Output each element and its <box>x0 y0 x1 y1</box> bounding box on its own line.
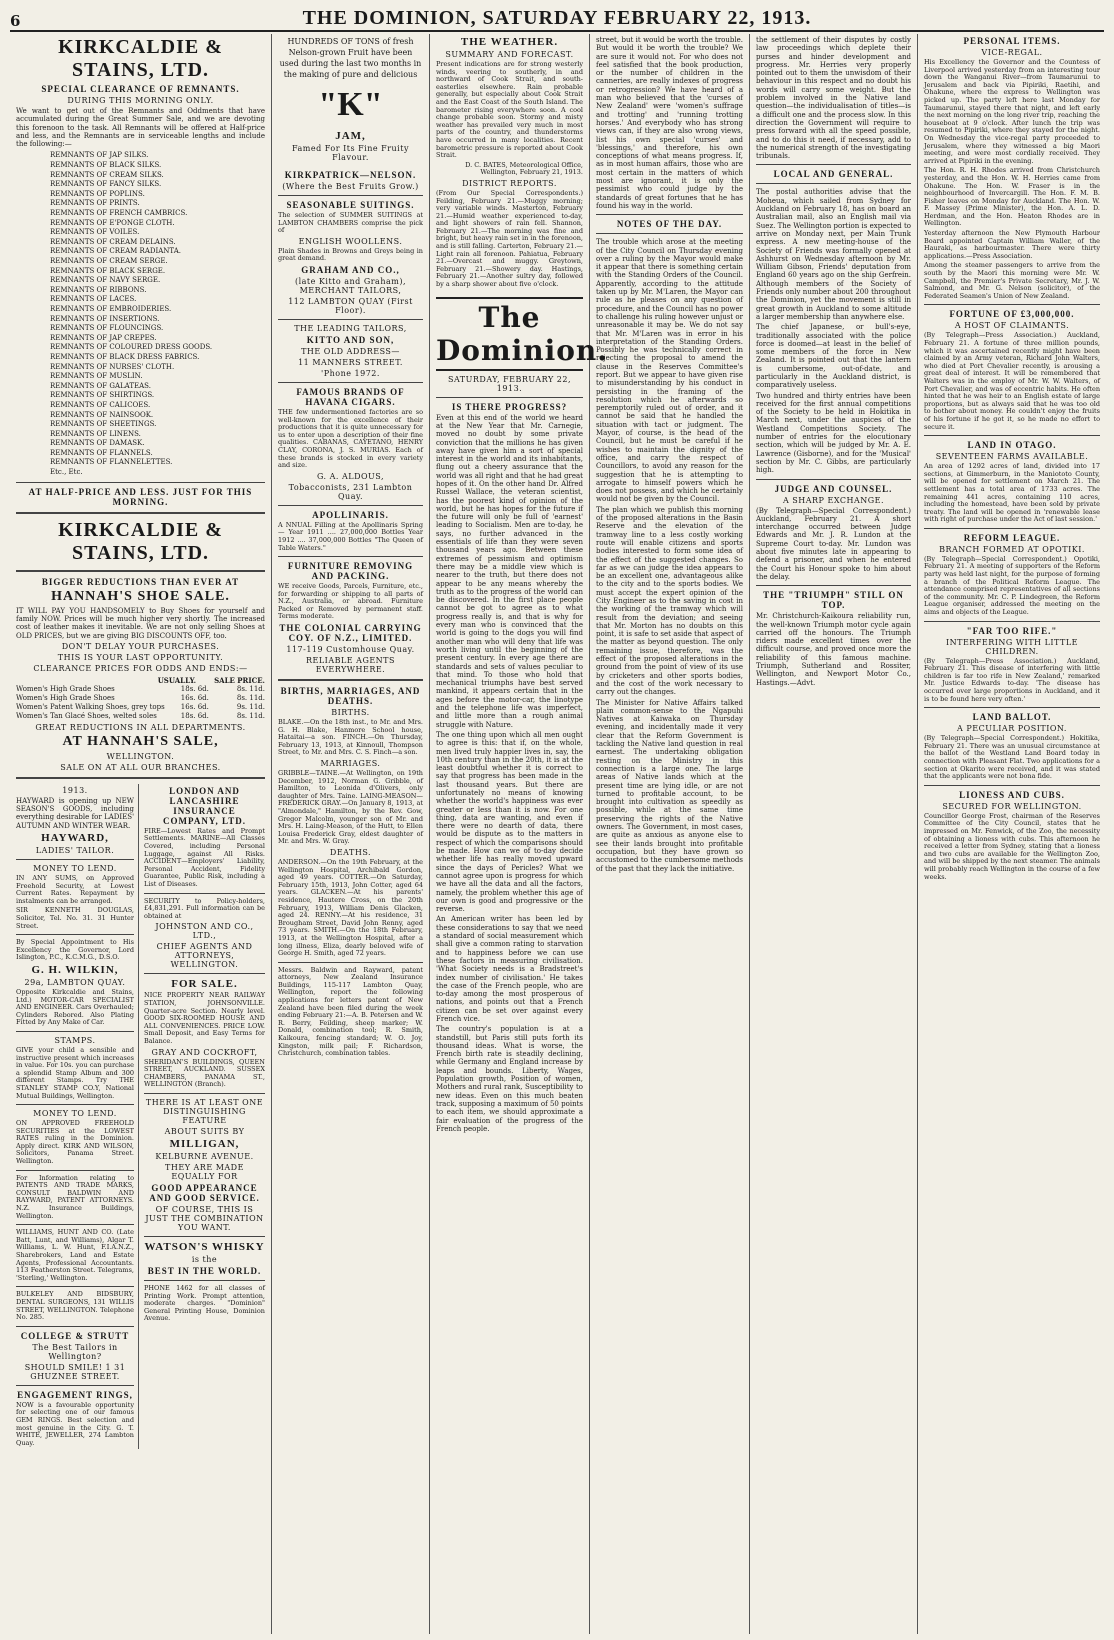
remnant-item: REMNANTS OF VOILES. <box>50 228 140 237</box>
remnant-item: REMNANTS OF CREAM RADIANTA. <box>50 247 181 256</box>
remnant-item: REMNANTS OF NURSES' CLOTH. <box>50 362 175 371</box>
english-woollens: ENGLISH WOOLLENS. <box>298 236 403 246</box>
personal-text-4: Among the steamer passengers to arrive from the south by the Maori this morning were Mr. W. Campbell, the Premier's Private Secretary, Mr. J. W. Salmond, and Mr. G. Nelson (solicitor), of the Federated Seamen's Union of New Zealand. <box>924 261 1100 300</box>
col1-lower <box>16 784 265 1449</box>
remnant-item: REMNANTS OF JAP SILKS. <box>50 151 149 160</box>
weather-sign: D. C. BATES, Meteorological Office, Wellington, February 21, 1913. <box>465 160 583 177</box>
dont-delay: DON'T DELAY YOUR PURCHASES. <box>61 641 220 651</box>
williams-text: WILLIAMS, HUNT AND CO. (Late Batt, Lunt, and Williams), Algar T. Williams, L. W. Hunt, F.I.A.N.Z., Sharebrokers, Land and Estate Agents, Professional Accountants. 113 Featherston Street. Telegrams, 'Sterling,' Wellington. <box>16 1228 134 1282</box>
reform-heading: REFORM LEAGUE. <box>963 532 1061 543</box>
havana-text: THE few undermentioned factories are so well-known for the excellence of their productions that it is quite unnecessary for us to enter upon a description of their fine qualities. CABANAS, CAYETANO, HENRY CLAY, CORONA, J. S. MURIAS. Each of these brands is stocked in every variety and size. <box>278 407 423 470</box>
deaths-heading: DEATHS. <box>329 847 372 857</box>
remnant-item: REMNANTS OF SHEETINGS. <box>50 420 157 429</box>
col1-lower-left <box>16 784 139 1449</box>
weather-sub: SUMMARY AND FORECAST. <box>445 50 574 59</box>
rings-text: NOW is a favourable opportunity for selecting one of our famous GEM RINGS. Best selection and most genuine in the City. G. T. WHITE, JEWELLER, 274 Lambton Quay. <box>16 1400 134 1447</box>
wilkin-appointment: By Special Appointment to His Excellency the Governor, Lord Islington, P.C., K.C.M.G., D.S.O. <box>16 938 134 962</box>
remnant-item: REMNANTS OF E'PONGE CLOTH. <box>50 218 175 227</box>
wilkin-desc: Opposite Kirkcaldie and Stains, Ltd.) MOTOR-CAR SPECIALIST AND ENGINEER. Cars Overhauled; Cylinders Rebored. Also Plating Fitted by Any Make of Car. <box>16 987 134 1027</box>
colonial-address: 117-119 Customhouse Quay. <box>286 645 415 655</box>
money-text: IN ANY SUMS, on Approved Freehold Security, at Lowest Current Rates. Repayment by instalments can be arranged. <box>16 874 134 905</box>
remnant-item: REMNANTS OF NAVY SERGE. <box>50 276 161 285</box>
patents-report: Messrs. Baldwin and Rayward, patent attorneys, New Zealand Insurance Buildings, 115-117 Lambton Quay, Wellington, report the following applications for letters patent of New Zealand have been filed during the week ending February 21:—A. B. Petersen and W. R. Berry, Feilding, sheep marker; W. Donald, combination tool; R. Smith, Kaikoura, fencing standard; W. O. Joy, Kingston, milk pail; F. Richardson, Christchurch, combination tables. <box>278 965 423 1058</box>
fortune-text: (By Telegraph—Press Association.) Auckland, February 21. A fortune of three million pounds, which it was ascertained recently might have been claimed by an Army veteran, Richard John Walters, who died at Port Chevalier recently, is arousing a great deal of interest. It will be remembered that Walters was in the employ of Mr. W. W. Walters, of Port Chevalier, and was of eccentric habits. He often hinted that he was heir to an English estate of large proportions, but as always said that he was too old to bother about money. He couldn't enjoy the fruits of his fortune if he got it, so he made no effort to secure it. <box>924 331 1100 431</box>
shoe-sale-text: IT WILL PAY YOU HANDSOMELY to Buy Shoes for yourself and family NOW. Prices will be much higher very shortly. The increased cost of leather makes it inevitable. We are not only selling Shoes at OLD PRICES, but we are giving BIG DISCOUNTS OFF, too. <box>16 606 265 640</box>
far-sub: INTERFERING WITH LITTLE CHILDREN. <box>945 637 1079 656</box>
good-appearance: GOOD APPEARANCE AND GOOD SERVICE. <box>149 1182 260 1203</box>
column-2 <box>272 34 430 1634</box>
column-3 <box>430 34 608 1634</box>
land-ballot-text: (By Telegraph—Special Correspondent.) Hokitika, February 21. There was an unusual circumstance at the ballot of the Westland Land Board today in connection with Pleasant Flat. Two applications for a section at Okarito were received, and it was stated that the applicants were not bona fide. <box>924 734 1100 781</box>
remnant-item: REMNANTS OF GALATEAS. <box>50 381 151 390</box>
college-address: SHOULD SMILE! 1 31 GHUZNEE STREET. <box>24 1362 126 1381</box>
remnant-item: REMNANTS OF FRENCH CAMBRICS. <box>50 209 188 218</box>
reform-sub: BRANCH FORMED AT OPOTIKI. <box>939 544 1085 554</box>
district-text: (From Our Special Correspondents.) Feilding, February 21.—Muggy morning; very variable winds. Masterton, February 21.—Humid weather experienced to-day, and light showers of rain fell. Shannon, February 21.—The morning was fine and bright, but heavy rain set in in the forenoon, and is still falling. Carterton, February 21.—Light rain all forenoon. Pahiatua, February 21.—Overcast and muggy. Greytown, February 21.—Showery day. Hastings, February 21.—Another sultry day, followed by a sharp shower about five o'clock. <box>436 188 583 289</box>
remnant-item: Etc., Etc. <box>50 468 83 477</box>
land-ballot-heading: LAND BALLOT. <box>972 712 1052 723</box>
bmd-heading: BIRTHS, MARRIAGES, AND DEATHS. <box>280 686 421 707</box>
births-text: BLAKE.—On the 18th inst., to Mr. and Mrs. G. H. Blake, Hanmore School house, Hataitai—a son. FINCH.—On Thursday, February 13, 1913, at Kinnoull, Thompson Street, to Mr. and Mrs. C. S. Finch—a son. <box>278 718 423 757</box>
best-world: BEST IN THE WORLD. <box>147 1265 262 1276</box>
far-text: (By Telegraph—Press Association.) Auckland, February 21. This disease of interfering with little children is far too rife in New Zealand,' remarked Mr. Justice Edwards to-day. 'The disease has occurred over large proportions in Auckland, and it is to be found here very often.' <box>924 656 1100 703</box>
money-heading-2: MONEY TO LEND. <box>33 1109 117 1119</box>
column-1 <box>10 34 272 1634</box>
col1-lower-right <box>139 784 265 1449</box>
distinguishing: THERE IS AT LEAST ONE DISTINGUISHING FEATURE <box>145 1097 264 1125</box>
price-row: Women's High Grade Shoes 18s. 6d. 8s. 11d. <box>16 684 265 693</box>
local-text-3: Two hundred and thirty entries have been received for the first annual competitions of the Society to be held in Hokitika in March next, under the auspices of the Westland Competitions Society. The number of entries for the elocutionary section, which will be judged by Mr. A. E. Lawrence (Gisborne), and for the 'Musical' section by Mr. C. Gibbs, are particularly high. <box>756 391 911 475</box>
reliable-agents: RELIABLE AGENTS EVERYWHERE. <box>305 656 395 675</box>
hayward-sub: LADIES' TAILOR. <box>35 846 115 856</box>
insurance-text: FIRE—Lowest Rates and Prompt Settlements. MARINE—All Classes Covered, including Personal Luggage, against All Risks. ACCIDENT—Employers' Liability, Personal Accident, Fidelity Guarantee, Public Risk, including a List of Diseases. <box>144 826 265 889</box>
land-otago-text: An area of 1292 acres of land, divided into 17 sections, at Gimmerburn, in the Maniototo County, will be opened for settlement on March 21. The settlement has a total area of 1733 acres. The remaining 441 acres, containing 110 acres, including the homestead, have been sold by private treaty. The land will be opened in 'renewable lease with right of purchase under the Act of last session.' <box>924 462 1100 524</box>
remnant-item: REMNANTS OF MUSLIN. <box>50 372 143 381</box>
remnant-item: REMNANTS OF SHIRTINGS. <box>50 391 155 400</box>
hannahs-sale: AT HANNAH'S SALE, <box>62 733 219 749</box>
apollinaris-text: A NNUAL Filling at the Apollinaris Spring— Year 1911 .... 27,000,000 Bottles Year 1912 .... 37,000,000 Bottles "The Queen of Table Waters." <box>278 520 423 552</box>
remnant-item: REMNANTS OF LACES. <box>50 295 137 304</box>
furniture-heading: FURNITURE REMOVING AND PACKING. <box>287 561 414 582</box>
remnant-item: REMNANTS OF FANCY SILKS. <box>50 180 162 189</box>
personal-text-3: Yesterday afternoon the New Plymouth Harbour Board appointed Captain William Waller, of the Hauraki, as harbourmaster. There were thirty applications.—Press Association. <box>924 229 1100 260</box>
remnant-item: REMNANTS OF BLACK DRESS FABRICS. <box>50 352 200 361</box>
colonial-carrying: THE COLONIAL CARRYING COY. OF N.Z., LIMITED. <box>279 623 422 644</box>
gray-text: SHERIDAN'S BUILDINGS, QUEEN STREET, AUCKLAND. SUSSEX CHAMBERS, PANAMA ST., WELLINGTON (Branch). <box>144 1057 265 1089</box>
remnant-item: REMNANTS OF CALICOES. <box>50 400 151 409</box>
local-heading: LOCAL AND GENERAL. <box>773 169 894 180</box>
leader-text-2: The one thing upon which all men ought to agree is this: that if, on the whole, men lived truly happier lives in, say, the 10th century than in the 20th, it is at the least doubtful whether it is correct to say that progress has been made in the last thousand years. But there are unfortunately no means of knowing whether the world's happiness was ever greater or less than it is now. For one thing, data are wanting, and even if there were no dearth of data, there would be dispute as to the matters in respect of which the comparisons should be made. How can we of to-day decide whether life has really moved upward since the days of Pericles? What we cannot agree upon is progress for which we have all the data and all the factors, namely, the problem whether this age of our own is good and progressive or the reverse. <box>436 730 583 914</box>
notes-continued: the settlement of their disputes by costly law proceedings which deplete their purses and hinder development and progress. Mr. Herries very properly pointed out to them the unwisdom of their behaviour in this respect and no doubt his words will carry some weight. But the problem involved in the Native land question—the individualisation of titles—is a difficult one and the process slow. In this direction the Government will require to press forward with all the speed possible, and to do this it need, if necessary, add to the numerical strength of the investigating tribunals. <box>756 36 911 161</box>
leader-heading: IS THERE PROGRESS? <box>451 401 568 412</box>
remnant-item: REMNANTS OF COLOURED DRESS GOODS. <box>50 343 213 352</box>
remnant-item: REMNANTS OF BLACK SERGE. <box>50 266 166 275</box>
remnant-list <box>50 151 265 477</box>
remnant-item: REMNANTS OF EMBROIDERIES. <box>50 304 172 313</box>
leader-text: Even at this end of the world we heard at the New Year that Mr. Carnegie, moved no doubt by some private conviction that the millions he has given away have given him a sort of special interest in the world and its inhabitants, flung out a cheery assurance that the world was all right and that he had great hopes of it. On the other hand Dr. Alfred Russel Wallace, the veteran scientist, has the poorest kind of opinion of the world, but he has hopes for the future if the future will only be full of 'earnest' leading to Socialism. Men are to-day, he says, no further advanced in the essentials of life than they were seven thousand years ago. Between these extremes of pessimism and optimism there may be a middle view which is nearer to the truth, but there does not appear to be any means whereby the truth as to the progress of the world can be discovered. In the first place people cannot be got to agree as to what progress really is, and that is why for every man who is convinced that the world is going to the dogs you will find another man who will deny that life was worth living until the beginning of the present century. In every age there are standards and sets of values peculiar to that mind. To those who hold that mechanical triumphs have best served mankind, it appears certain that in the ages before the motor-car, the linotype and the telephone life was imperfect, and little more than a rough animal struggle with Nature. <box>436 413 583 729</box>
clearance-sub: DURING THIS MORNING ONLY. <box>67 96 214 105</box>
equal: THEY ARE MADE EQUALLY FOR <box>165 1162 244 1181</box>
district-heading: DISTRICT REPORTS. <box>462 178 557 188</box>
price-row: Women's Patent Walking Shoes, grey tops 16s. 6d. 9s. 11d. <box>16 702 265 711</box>
marriages-text: GRIBBLE—TAINE.—At Wellington, on 19th December, 1912, Norman G. Gribble, of Hamilton, to Leonida d'Olivers, only daughter of Mrs. Taine. LAING-MEASON—FREDERICK GRAY.—On January 8, 1913, at "Almondale," Hamilton, by the Rev. Gow, Gregor Malcolm, younger son of Mr. and Mrs. H. Laing-Meason, of the Hutt, to Ellen Louisa Frederick Gray, eldest daughter of Mr. and Mrs. W. Gray. <box>278 769 423 846</box>
patents-text: For Information relating to PATENTS AND TRADE MARKS, CONSULT BALDWIN AND RAYWARD, PATENT ATTORNEYS. N.Z. Insurance Buildings, Wellington. <box>16 1173 134 1220</box>
old-address: THE OLD ADDRESS— <box>301 346 400 356</box>
hayward-text: HAYWARD is opening up NEW SEASON'S GOODS, including everything desirable for LADIES' AUTUMN AND WINTER WEAR. <box>16 796 134 830</box>
watson-is-the: is the <box>191 1254 218 1264</box>
far-heading: "FAR TOO RIFE." <box>966 625 1058 636</box>
last-opportunity: THIS IS YOUR LAST OPPORTUNITY. <box>57 652 224 662</box>
judge-sub: A SHARP EXCHANGE. <box>782 495 885 505</box>
rings-heading: ENGAGEMENT RINGS, <box>17 1389 133 1400</box>
column-6 <box>918 34 1106 1634</box>
hayward-name: HAYWARD, <box>41 832 109 845</box>
furniture-text: WE receive Goods, Parcels, Furniture, etc., for forwarding or shipping to all parts of N.Z., Australia, or abroad. Furniture Packed or Removed by permanent staff. Terms moderate. <box>278 582 423 621</box>
freehold-text: ON APPROVED FREEHOLD SECURITIES at the LOWEST RATES ruling in the Dominion. Apply direct. KIRK AND WILSON, Solicitors, Panama Street. Wellington. <box>16 1119 134 1166</box>
hannahs-city: WELLINGTON. <box>106 751 175 761</box>
half-price-line: AT HALF-PRICE AND LESS. JUST FOR THIS MORNING. <box>28 486 253 507</box>
reform-text: (By Telegraph—Special Correspondent.) Opotiki, February 21. A meeting of supporters of the Reform party was held last night, for the purpose of forming a branch of the Political Reform League. The attendance comprised representatives of all sections of the community. Mr. C. P. Lindegreen, the Reform League organiser, addressed the meeting on the aims and objects of the League. <box>924 554 1100 617</box>
sale-text: NICE PROPERTY NEAR RAILWAY STATION, JOHNSONVILLE. Quarter-acre Section. Nearly level. GOOD SIX-ROOMED HOUSE AND ALL CONVENIENCES. PRICE LOW. Small Deposit, and Easy Terms for Balance. <box>144 991 265 1045</box>
wilkin-name: G. H. WILKIN, <box>31 963 119 976</box>
remnant-item: REMNANTS OF PRINTS. <box>50 199 140 208</box>
security-text: SECURITY to Policy-holders, £4,831,291. Full information can be obtained at <box>144 896 265 920</box>
kelburne: KELBURNE AVENUE. <box>155 1151 254 1161</box>
milligan-name: MILLIGAN, <box>169 1137 240 1150</box>
masthead <box>10 4 1104 32</box>
personal-text: His Excellency the Governor and the Countess of Liverpool arrived yesterday from an interesting tour down the Wanganui River—from Taumarunui to Jerusalem and back via Pipiriki, Raetihi, and Ohakune, where the express to Wellington was picked up. The party left here last Monday for Taumarunui, stayed there that night, and left early the next morning on the long river trip, reaching the houseboat at 9 o'clock. After lunch the trip was resumed to Pipiriki, where they stayed for the night. On Wednesday the vice-regal party proceeded to Jerusalem, where they witnessed a big Maori meeting, and were most cordially received. They arrived at Pipiriki in the evening. <box>924 58 1100 165</box>
shoe-sale-title: HANNAH'S SHOE SALE. <box>51 588 230 604</box>
graham-sub: (late Kitto and Graham), MERCHANT TAILORS, <box>294 276 406 295</box>
land-otago-sub: SEVENTEEN FARMS AVAILABLE. <box>935 452 1089 462</box>
kirkpatrick-sub: (Where the Best Fruits Grow.) <box>282 182 419 191</box>
college-sub: The Best Tailors in Wellington? <box>32 1342 118 1361</box>
remnant-item: REMNANTS OF CREAM SERGE. <box>50 257 168 266</box>
weather-heading: THE WEATHER. <box>460 36 559 48</box>
money-contact: SIR KENNETH DOUGLAS, Solicitor, Tel. No. 31. 31 Hunter Street. <box>16 906 134 930</box>
remnant-item: REMNANTS OF CREAM DELAINS. <box>50 237 176 246</box>
deaths-text: ANDERSON.—On the 19th February, at the Wellington Hospital, Archibald Gordon, aged 49 years. COTTER.—On Saturday, February 15th, 1913, John Cotter, aged 64 years. GLACKEN.—At his parents' residence, Hautere Cross, on the 20th February, 1913, William Denis Glacken, aged 24. RENNY.—At his residence, 31 Brougham Street, David John Renny, aged 73 years. SMITH.—On the 18th February, 1913, at the Wellington Hospital, after a long illness, Eliza, dearly beloved wife of George H. Smith, aged 72 years. <box>278 857 423 958</box>
kirkpatrick: KIRKPATRICK—NELSON. <box>284 170 417 180</box>
about-suits: ABOUT SUITS BY <box>164 1126 245 1136</box>
remnant-item: REMNANTS OF NAINSOOK. <box>50 410 154 419</box>
lioness-heading: LIONESS AND CUBS. <box>959 789 1065 800</box>
leader-continued: street, but it would be worth the trouble. But would it be worth the trouble? We are sure it would not. For who does not feel satisfied that the book production, or the number of children in the canneries, are really indexes of progress or retrogression? We have heard of a man who believed that the 'curses of New Zealand' were 'women's suffrage and trotting' and 'running trotting horses.' And everybody who has strong views can, if they are also wrong views, list his own special 'curses' and 'blessings,' and therefore, his own conceptions of what means progress. If, as in most human affairs, those who are most certain in the matters of which most are ignorant, it is only the pessimist who could judge by the standards of great fortunes that he has found his way in the world. <box>596 36 743 210</box>
weather-text: Present indications are for strong westerly winds, veering to southerly, in and northward of Cook Strait, and south-easterlies elsewhere. Rain probable generally, but especially about Cook Strait and the East Coast of the South Island. The barometer rising everywhere soon. A cool change probable soon. Stormy and misty weather has prevailed very much in most parts of the country, and thunderstorms have occurred in many localities. Recent barometric pressure is reported about Cook Strait. <box>436 60 583 160</box>
aldous-name: G. A. ALDOUS, <box>316 471 385 481</box>
clearance-intro: We want to get out of the Remnants and Oddments that have accumulated during the Great Summer Sale, and we are devoting this forenoon to the task. All Remnants will be offered at Half-price and less, and the Remnants are in serviceable lengths and include the following:— <box>16 107 265 149</box>
bulkeley-text: BULKELEY AND BIDSBURY, DENTAL SURGEONS, 131 WILLIS STREET, WELLINGTON. Telephone No. 285. <box>16 1290 134 1322</box>
havana-heading: FAMOUS BRANDS OF HAVANA CIGARS. <box>296 386 405 407</box>
insurance-heading: LONDON AND LANCASHIRE INSURANCE COMPANY, LTD. <box>163 785 246 826</box>
land-ballot-sub: A PECULIAR POSITION. <box>957 724 1067 734</box>
seasonable-heading: SEASONABLE SUITINGS. <box>286 200 415 210</box>
fortune-heading: FORTUNE OF £3,000,000. <box>949 309 1075 320</box>
remnant-item: REMNANTS OF LINENS. <box>50 429 141 438</box>
watson-heading: WATSON'S WHISKY <box>144 1240 265 1253</box>
stamps-text: GIVE your child a sensible and instructive present which increases in value. For 10s. you can purchase a splendid Stamp Album and 300 different Stamps. Try THE STANLEY STAMP CO.Y, National Mutual Buildings, Wellington. <box>16 1045 134 1100</box>
price-header: USUALLY. SALE PRICE. <box>157 675 265 685</box>
remnant-item: REMNANTS OF BLACK SILKS. <box>50 161 162 170</box>
stamps-heading: STAMPS. <box>54 1035 96 1045</box>
local-text: The postal authorities advise that the Moheua, which sailed from Sydney for Auckland on February 18, has on board an Australian mail, also an English mail via Suez. The Wellington portion is expected to arrive on Monday next, per Main Trunk express. A new meeting-house of the Society of Friends was formally opened at Ashhurst on Wednesday afternoon by Mr. William Gibson, Friends' deputation from England 60 years ago on the ship Gerfrein. Although members of the Society of Friends only number about 200 throughout the Dominion, yet the movement is still in great growth in Auckland to some altitude a larger membership than anywhere else. <box>756 188 911 321</box>
judge-text: (By Telegraph—Special Correspondent.) Auckland, February 21. A short interchange occurred between Judge Edwards and Mr. J. R. Lundon at the Supreme Court to-day. Mr. Lundon was about five minutes late in appearing to defend a prisoner, and when he entered the Court his Honour spoke to him about the delay. <box>756 506 911 581</box>
remnant-item: REMNANTS OF INSERTIONS. <box>50 314 160 323</box>
triumph-text: Mr. Christchurch-Kaikoura reliability run, the well-known Triumph motor cycle again carried off the honours. The Triumph riders made excellent times over the difficult course, and proved once more the reliability of this famous machine. Triumph, Sutherland and Rossiter, Wellington, and Newport Motor Co., Hastings.—Advt. <box>756 612 911 687</box>
marriages-heading: MARRIAGES. <box>320 759 381 769</box>
date-line: SATURDAY, FEBRUARY 22, 1913. <box>447 374 571 393</box>
personal-heading: PERSONAL ITEMS. <box>963 36 1061 46</box>
leader-text-3: An American writer has been led by these considerations to say that we need a standard of social measurement which shall give a common rating to starvation and to happiness before we can use these factors in measuring civilisation. 'What Society needs is a Bradstreet's index number of civilisation.' He takes the case of the French people, who are to-day among the most prosperous of nations, and points out that a French citizen can be set over against every French vice. <box>436 915 583 1023</box>
clearance-heading: SPECIAL CLEARANCE OF REMNANTS. <box>41 84 240 94</box>
money-heading: MONEY TO LEND. <box>33 864 117 874</box>
wilkin-address: 29a, LAMBTON QUAY. <box>24 977 126 987</box>
price-row: Women's Tan Glacé Shoes, welted soles 18s. 6d. 8s. 11d. <box>16 711 265 720</box>
remnant-item: REMNANTS OF RIBBONS. <box>50 285 147 294</box>
graham-name: GRAHAM AND CO., <box>301 264 400 275</box>
column-5 <box>750 34 918 1634</box>
hayward-year: 1913. <box>62 785 88 795</box>
local-text-2: The chief Japanese, or bull's-eye, traditionally associated with the police force is doomed—at least in the belief of some members of the force in New Zealand. It is pointed out that the lantern is cumbersome, out-of-date, and particularly in the Auckland district, is comparatively useless. <box>756 323 911 390</box>
phone: 'Phone 1972. <box>321 368 380 378</box>
graham-address: 112 LAMBTON QUAY (First Floor). <box>288 296 413 315</box>
triumph-heading: THE "TRIUMPH" STILL ON TOP. <box>763 590 904 611</box>
apollinaris-heading: APOLLINARIS. <box>312 509 389 520</box>
remnant-item: REMNANTS OF CREAM SILKS. <box>50 170 164 179</box>
price-row: Women's High Grade Shoes 16s. 6d. 8s. 11d. <box>16 693 265 702</box>
for-sale-heading: FOR SALE. <box>171 978 238 991</box>
great-reductions: GREAT REDUCTIONS IN ALL DEPARTMENTS. <box>35 722 246 732</box>
manners-street: 11 MANNERS STREET. <box>298 357 403 367</box>
lioness-text: Councillor George Frost, chairman of the Reserves Committee of the City Council, states that he impressed on Mr. Fenwick, of the Zoo, the necessity of obtaining a lioness with cubs. This afternoon he received a letter from Sydney, stating that a lioness and two cubs are available for the Wellington Zoo, and will be shipped by the next steamer. The animals will probably reach Wellington in the course of a few weeks. <box>924 811 1100 881</box>
births-heading: BIRTHS. <box>331 708 370 718</box>
kirkcaldie-title-2: KIRKCALDIE & STAINS, LTD. <box>58 518 223 564</box>
k-letter: "K" <box>318 86 383 123</box>
remnant-item: REMNANTS OF FLANNELS. <box>50 448 153 457</box>
johnston-name: JOHNSTON AND CO., LTD., <box>155 922 254 941</box>
gray-name: GRAY AND COCKROFT, <box>151 1047 258 1057</box>
dominion-title: The Dominion. <box>436 297 583 371</box>
plain-shades: Plain Shades in Browns and Greys being in great demand. <box>278 246 423 263</box>
leading-tailors: THE LEADING TAILORS, <box>294 323 407 333</box>
judge-heading: JUDGE AND COUNSEL. <box>774 483 893 494</box>
college-heading: COLLEGE & STRUTT <box>20 1330 130 1341</box>
kitto-name: KITTO AND SON, <box>306 334 395 345</box>
fortune-sub: A HOST OF CLAIMANTS. <box>954 321 1070 331</box>
hannahs-branches: SALE ON AT ALL OUR BRANCHES. <box>60 762 221 772</box>
remnant-item: REMNANTS OF FLOUNCINGS. <box>50 324 164 333</box>
chief-agents: CHIEF AGENTS AND ATTORNEYS, WELLINGTON. <box>156 942 253 970</box>
phone-printing: PHONE 1462 for all classes of Printing Work. Prompt attention, moderate charges. "Dominion" General Printing House, Dominion Avenue. <box>144 1283 265 1323</box>
remnant-item: REMNANTS OF DAMASK. <box>50 439 145 448</box>
aldous-address: Tobacconists, 231 Lambton Quay. <box>288 482 413 501</box>
famed: Famed For Its Fine Fruity Flavour. <box>292 144 409 162</box>
page-number: 6 <box>10 12 21 30</box>
notes-text: The trouble which arose at the meeting of the City Council on Thursday evening over a ruling by the Mayor would make it appear that there is something certain with the Standing Orders of the Council. Apparently, according to the attitude taken up by Mr. M'Laren, the Mayor can rule as he pleases on any question of procedure, and the Council has no power to challenge his ruling however unjust or unreasonable it may be. We do not say that Mr. M'Laren was in error in his interpretation of the Standing Orders. Possibly he was technically correct in rejecting the proposal to amend the clause in the Reserves Committee's report. But we appear to have given rise to misunderstanding by his conduct in persisting in the framing of the resolution which he afterwards so peremptorily ruled out of order, and it cannot be said that he handled the situation with tact or judgment. The Mayor, of course, is the head of the Council, but he must be careful if he wishes to maintain the dignity of the office, and carry the respect of Councillors, to avoid any reason for the suggestion that he is attempting to arrogate to himself powers which he does not possess, and which he certainly would not be given by the Council. <box>596 238 743 504</box>
lioness-sub: SECURED FOR WELLINGTON. <box>942 801 1082 811</box>
of-course: OF COURSE, THIS IS JUST THE COMBINATION YOU WANT. <box>145 1204 264 1232</box>
remnant-item: REMNANTS OF JAP CREPES. <box>50 333 157 342</box>
leader-text-4: The country's population is at a standstill, but Paris still puts forth its thousand ideas. What is worse, the French birth rate is steadily declining, while Germany and England increase by leaps and bounds. Liberty, Wages, Population growth, Position of women, Mothers and rural rank, Susceptibility to new ideas. Even on this much beaten track, supposing a maximum of 50 points to each item, we should approximate a fair evaluation of the progress of the French people. <box>436 1025 583 1133</box>
personal-sub: VICE-REGAL. <box>981 48 1043 57</box>
clearance-prices: CLEARANCE PRICES FOR ODDS AND ENDS:— <box>33 663 248 673</box>
seasonable-text: The selection of SUMMER SUITINGS at LAMBTON CHAMBERS comprise the pick of <box>278 211 423 235</box>
masthead-title: THE DOMINION, SATURDAY FEBRUARY 22, 1913. <box>302 7 812 29</box>
fruit-text: HUNDREDS OF TONS of fresh Nelson-grown Fruit have been used during the last two months in the making of pure and delicious <box>279 37 422 79</box>
notes-text-2: The plan which we publish this morning of the proposed alterations in the Basin Reserve and the elevation of the tramway line to a less costly working route will enable citizens and sports bodies interested to form some idea of the effect of the suggested changes. So far as we can judge the idea appears to be an excellent one, advantageous alike to the city and to the sports bodies. We must accept the expert opinion of the City Engineer as to the saving in cost in the working of the tramway which will result from the deviation; and seeing that Mr. Morton has no doubts on this point, it is safe to set aside that aspect of the matter as beyond question. The only remaining issue, therefore, was the effect of the proposed alterations in the ground from the point of view of its use by cricketers and other sports bodies, and the cost of the work necessary to carry out the changes. <box>596 505 743 697</box>
kirkcaldie-title: KIRKCALDIE & STAINS, LTD. <box>58 36 223 81</box>
column-4 <box>590 34 750 1634</box>
land-otago-heading: LAND IN OTAGO. <box>967 440 1057 451</box>
notes-heading: NOTES OF THE DAY. <box>616 219 723 230</box>
personal-text-2: The Hon. R. H. Rhodes arrived from Christchurch yesterday, and the Hon. W. H. Herries came from Ohakune. The Hon. W. Fraser is in the neighbourhood of Invercargill. The Hon. F. M. B. Fisher leaves on Monday for Auckland. The Hon. W. F. Massey (Prime Minister), the Hon. A. L. D. Herdman, and the Hon. Heaton Rhodes are in Wellington. <box>924 166 1100 228</box>
remnant-item: REMNANTS OF FLANNELETTES. <box>50 458 173 467</box>
notes-text-3: The Minister for Native Affairs talked plain common-sense to the Ngapuhi Natives at Kaiwaka on Thursday evening, and incidentally made it very clear that the Reform Government is tackling the Native land question in real earnest. The undertaking obligation resting on the Ministry in this connection is a large one. The large areas of Native lands which at the present time are lying idle, or are not turned to profitable account, to be brought into cultivation as speedily as possible, while at the same time preserving the rights of the Native owners. The Government, in most cases, are quite as anxious as anyone else to see their lands brought into profitable occupation, but they have grown so accustomed to the cumbersome methods of the past that they lack the initiative. <box>596 698 743 873</box>
jam: JAM, <box>335 130 366 142</box>
remnant-item: REMNANTS OF POPLINS. <box>50 189 145 198</box>
bigger-reductions: BIGGER REDUCTIONS THAN EVER AT <box>41 576 240 587</box>
